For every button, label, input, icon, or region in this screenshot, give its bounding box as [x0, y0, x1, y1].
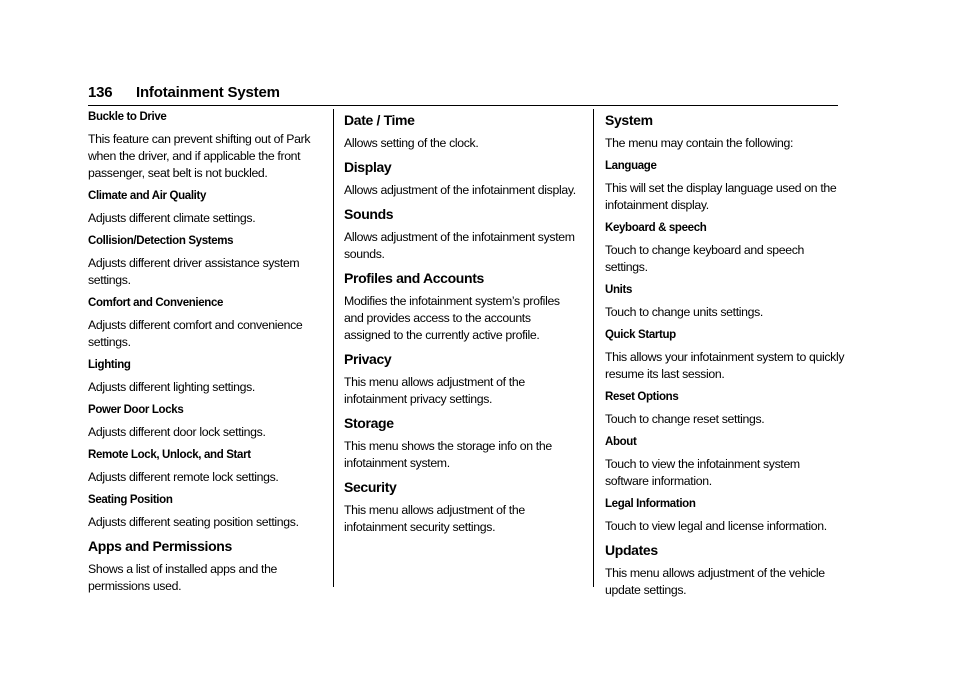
section-heading: Profiles and Accounts — [344, 270, 484, 286]
section-heading: Date / Time — [344, 112, 415, 128]
subheading: Keyboard & speech — [605, 222, 707, 234]
section-heading: Security — [344, 479, 397, 495]
paragraph: This menu allows adjustment of the infotainment security settings. — [344, 503, 525, 534]
paragraph: This menu shows the storage info on the infotainment system. — [344, 439, 552, 470]
page-header — [88, 83, 838, 106]
paragraph: Adjusts different seating position settings. — [88, 515, 299, 529]
paragraph: Shows a list of installed apps and the permissions used. — [88, 562, 278, 593]
column-left — [88, 109, 323, 601]
subheading: Remote Lock, Unlock, and Start — [88, 449, 251, 461]
subheading: Comfort and Convenience — [88, 297, 224, 309]
section-heading: Storage — [344, 415, 394, 431]
section-heading: Privacy — [344, 351, 392, 367]
section-heading: System — [605, 112, 653, 128]
paragraph: Allows adjustment of the infotainment display. — [344, 183, 576, 197]
paragraph: This menu allows adjustment of the infotainment privacy settings. — [344, 375, 525, 406]
paragraph: Touch to change units settings. — [605, 305, 763, 319]
section-heading: Updates — [605, 542, 658, 558]
paragraph: This allows your infotainment system to quickly resume its last session. — [605, 350, 845, 381]
paragraph: Adjusts different driver assistance system settings. — [88, 256, 300, 287]
subheading: Power Door Locks — [88, 404, 184, 416]
subheading: Units — [605, 284, 633, 296]
paragraph: The menu may contain the following: — [605, 136, 794, 150]
chapter-title: Infotainment System — [136, 84, 280, 101]
subheading: Legal Information — [605, 498, 696, 510]
subheading: Seating Position — [88, 494, 173, 506]
subheading: Language — [605, 160, 657, 172]
paragraph: Allows setting of the clock. — [344, 136, 479, 150]
paragraph: Adjusts different remote lock settings. — [88, 470, 279, 484]
section-heading: Apps and Permissions — [88, 538, 232, 554]
subheading: Collision/Detection Systems — [88, 235, 234, 247]
paragraph: This feature can prevent shifting out of Park when the driver, and if applicable the front passenger, seat belt is not buckled. — [88, 132, 311, 180]
subheading: Buckle to Drive — [88, 111, 167, 123]
paragraph: This will set the display language used on the infotainment display. — [605, 181, 837, 212]
paragraph: Modifies the infotainment system’s profiles and provides access to the accounts assigned to the currently active profile. — [344, 294, 560, 342]
section-heading: Display — [344, 159, 392, 175]
paragraph: Adjusts different comfort and convenience settings. — [88, 318, 303, 349]
subheading: Reset Options — [605, 391, 679, 403]
column-middle — [344, 109, 579, 542]
paragraph: Touch to change reset settings. — [605, 412, 765, 426]
column-divider — [593, 109, 594, 587]
paragraph: Touch to view legal and license information. — [605, 519, 827, 533]
column-divider — [333, 109, 334, 587]
section-heading: Sounds — [344, 206, 394, 222]
subheading: Climate and Air Quality — [88, 190, 207, 202]
paragraph: Allows adjustment of the infotainment system sounds. — [344, 230, 575, 261]
paragraph: Adjusts different door lock settings. — [88, 425, 266, 439]
paragraph: Adjusts different lighting settings. — [88, 380, 255, 394]
subheading: Quick Startup — [605, 329, 676, 341]
column-right — [605, 109, 845, 605]
paragraph: Adjusts different climate settings. — [88, 211, 256, 225]
paragraph: Touch to change keyboard and speech settings. — [605, 243, 805, 274]
paragraph: This menu allows adjustment of the vehicle update settings. — [605, 566, 825, 597]
subheading: Lighting — [88, 359, 131, 371]
page-number: 136 — [88, 84, 113, 101]
subheading: About — [605, 436, 637, 448]
paragraph: Touch to view the infotainment system software information. — [605, 457, 800, 488]
